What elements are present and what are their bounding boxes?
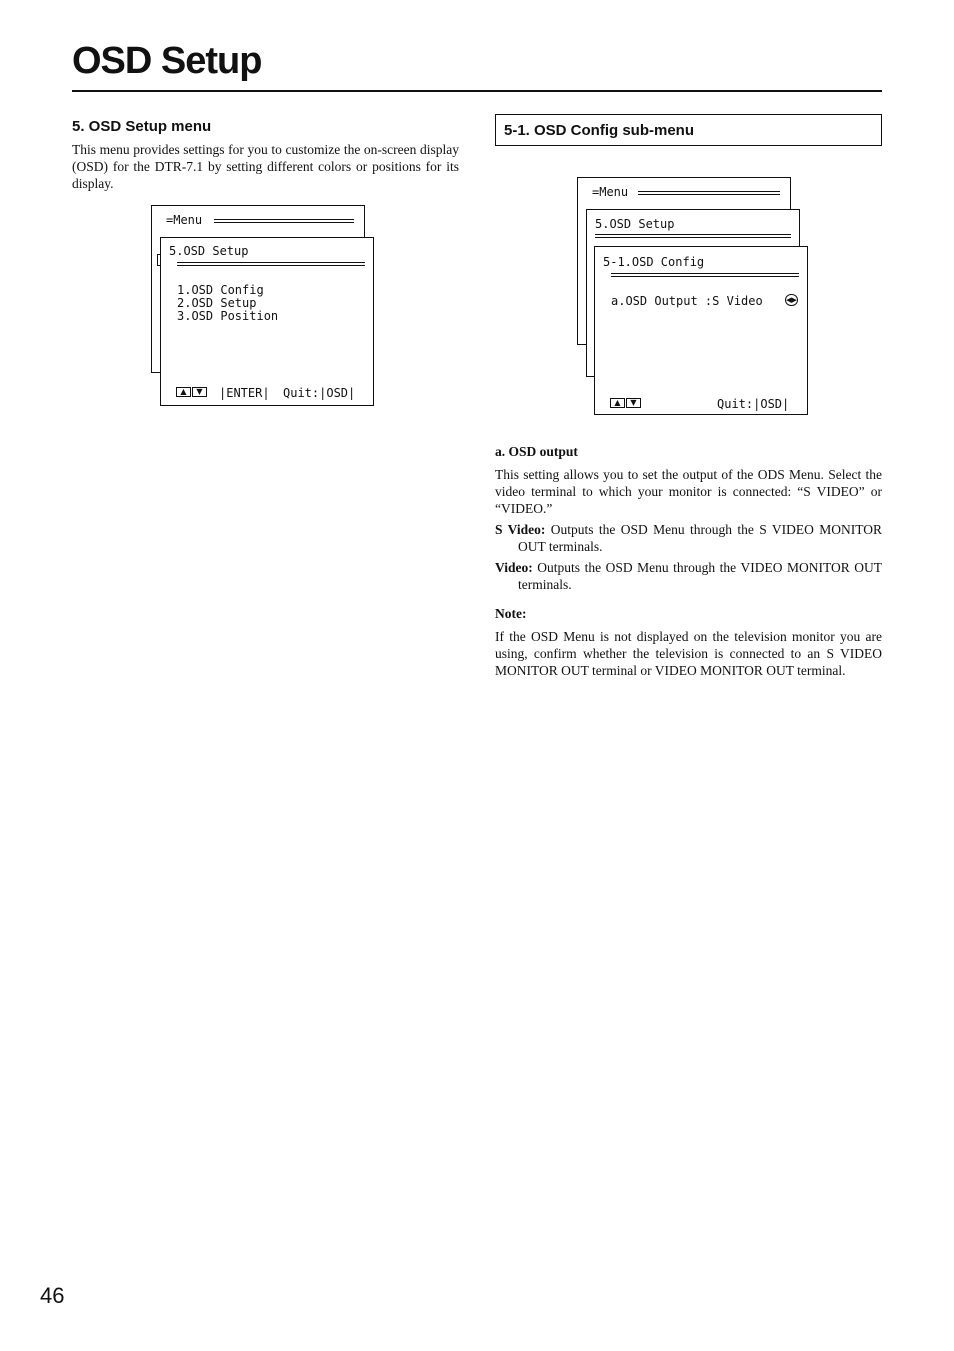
osd-back-title: =Menu	[592, 185, 629, 199]
osd-output-heading: a. OSD output	[495, 444, 578, 459]
osd-front-window	[160, 237, 374, 406]
svideo-term: S Video:	[495, 522, 546, 537]
osd-menu-item: 2.OSD Setup	[177, 296, 257, 310]
osd-double-rule	[177, 262, 365, 266]
up-triangle-icon: ▲	[610, 398, 625, 408]
title-rule	[72, 90, 882, 92]
video-definition	[495, 559, 882, 593]
osd-option-row: a.OSD Output :S Video	[611, 294, 763, 308]
osd-menu-item: 1.OSD Config	[177, 283, 264, 297]
osd-double-rule	[595, 234, 791, 238]
up-triangle-icon: ▲	[176, 387, 191, 397]
video-text: Outputs the OSD Menu through the VIDEO MONITOR OUT terminals.	[518, 560, 883, 592]
osd-front-window	[594, 246, 808, 415]
video-term: Video:	[495, 560, 533, 575]
page-number: 46	[40, 1283, 65, 1308]
sub-menu-heading: 5-1. OSD Config sub-menu	[495, 114, 882, 146]
down-triangle-icon: ▼	[626, 398, 641, 408]
osd-double-rule	[214, 219, 354, 223]
osd-output-paragraph: This setting allows you to set the output of the ODS Menu. Select the video terminal to which your monitor is connected: “S VIDEO” or “VIDEO.”	[495, 467, 882, 516]
left-right-arrows-icon: ◀▶	[786, 296, 797, 304]
note-heading: Note:	[495, 606, 527, 621]
section-heading: 5. OSD Setup menu	[72, 118, 212, 135]
svideo-text: Outputs the OSD Menu through the S VIDEO MONITOR OUT terminals.	[518, 522, 882, 554]
osd-front-title: 5.OSD Setup	[169, 244, 249, 258]
osd-back-title: =Menu	[166, 213, 203, 227]
osd-double-rule	[611, 273, 799, 277]
osd-footer-quit: Quit:|OSD|	[717, 397, 790, 411]
intro-paragraph: This menu provides settings for you to customize the on-screen display (OSD) for the DTR-7.1 by setting different colors or positions for its display.	[72, 142, 459, 191]
osd-mid-title: 5.OSD Setup	[595, 217, 675, 231]
osd-footer-quit: Quit:|OSD|	[283, 386, 356, 400]
svideo-definition	[495, 521, 882, 555]
osd-double-rule	[638, 191, 780, 195]
note-paragraph: If the OSD Menu is not displayed on the television monitor you are using, confirm whether the television is connected to an S VIDEO MONITOR OUT terminal or VIDEO MONITOR OUT terminal.	[495, 629, 882, 678]
osd-front-title: 5-1.OSD Config	[603, 255, 705, 269]
osd-back-window-edge	[157, 254, 160, 266]
osd-footer-enter: |ENTER|	[219, 386, 270, 400]
osd-menu-item: 3.OSD Position	[177, 309, 279, 323]
down-triangle-icon: ▼	[192, 387, 207, 397]
page-title: OSD Setup	[72, 40, 262, 82]
